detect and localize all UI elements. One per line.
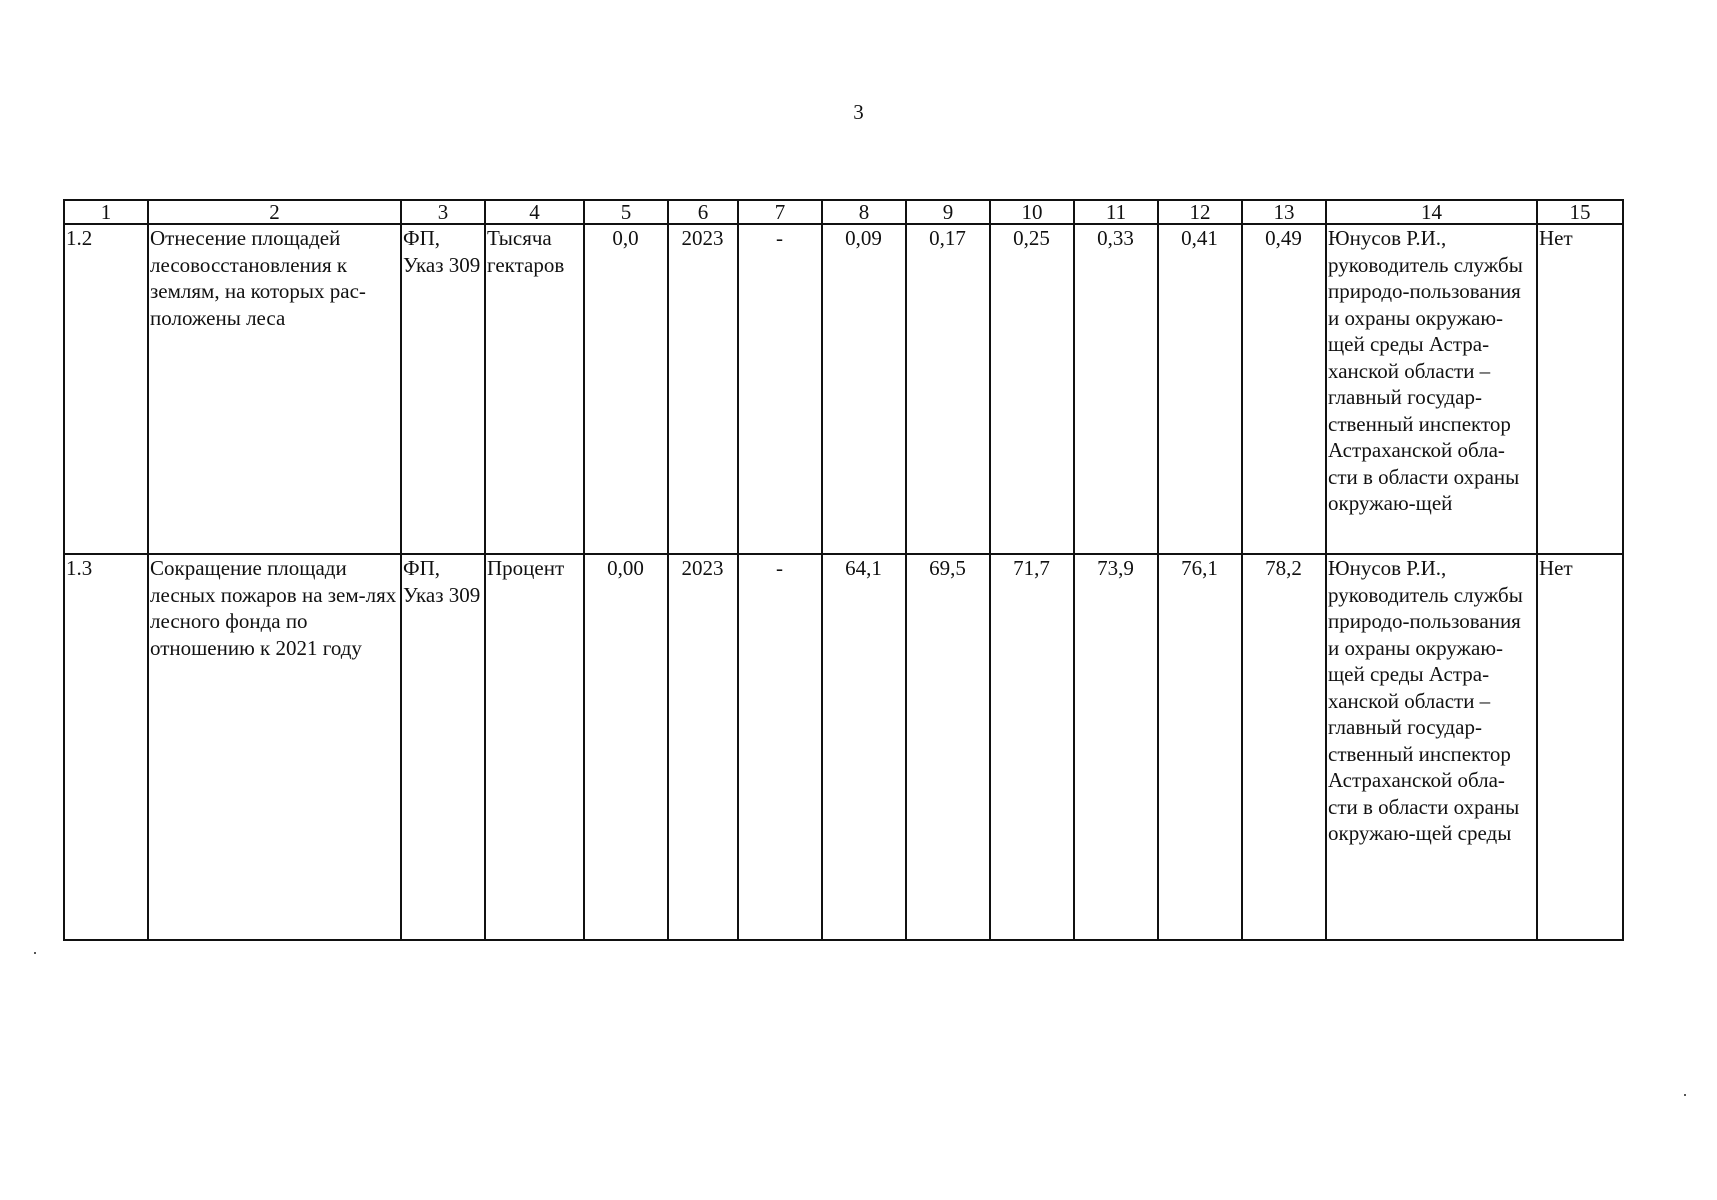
column-header: 2 bbox=[148, 200, 401, 224]
table-row bbox=[64, 554, 1623, 940]
responsible-person-cell bbox=[1326, 224, 1537, 554]
cell-col-9: 0,17 bbox=[906, 224, 990, 554]
cell-col-8: 64,1 bbox=[822, 554, 906, 940]
indicator-source: ФП, Указ 309 bbox=[401, 224, 485, 554]
column-header: 4 bbox=[485, 200, 584, 224]
column-header: 6 bbox=[668, 200, 738, 224]
column-header: 13 bbox=[1242, 200, 1326, 224]
responsible-person: Юнусов Р.И., руководитель службы природо-пользования и охраны окружаю-щей среды Астра-ханской области – главный государ-ственный инспектор Астраханской обла-сти в области охраны окружаю-щей bbox=[1328, 226, 1523, 515]
cell-col-7: - bbox=[738, 224, 822, 554]
base-value: 0,0 bbox=[584, 224, 668, 554]
column-header: 12 bbox=[1158, 200, 1242, 224]
responsible-person-cell bbox=[1326, 554, 1537, 940]
responsible-person: Юнусов Р.И., руководитель службы природо-пользования и охраны окружаю-щей среды Астра-ханской области – главный государ-ственный инспектор Астраханской обла-сти в области охраны окружаю-щей среды bbox=[1328, 556, 1523, 845]
page-number: 3 bbox=[853, 100, 864, 124]
cell-col-11: 0,33 bbox=[1074, 224, 1158, 554]
cell-col-12: 76,1 bbox=[1158, 554, 1242, 940]
column-header: 11 bbox=[1074, 200, 1158, 224]
row-number: 1.3 bbox=[64, 554, 148, 940]
row-number: 1.2 bbox=[64, 224, 148, 554]
indicator-source: ФП, Указ 309 bbox=[401, 554, 485, 940]
cell-col-10: 0,25 bbox=[990, 224, 1074, 554]
scan-speck bbox=[1684, 1094, 1686, 1096]
cell-col-7: - bbox=[738, 554, 822, 940]
cell-col-13: 78,2 bbox=[1242, 554, 1326, 940]
unit-of-measure: Тысяча гектаров bbox=[485, 224, 584, 554]
cell-col-10: 71,7 bbox=[990, 554, 1074, 940]
column-header: 1 bbox=[64, 200, 148, 224]
indicator-name: Отнесение площадей лесовосстановления к землям, на которых рас-положены леса bbox=[148, 224, 401, 554]
base-value: 0,00 bbox=[584, 554, 668, 940]
table-row bbox=[64, 224, 1623, 554]
cell-col-13: 0,49 bbox=[1242, 224, 1326, 554]
base-year: 2023 bbox=[668, 554, 738, 940]
column-header: 3 bbox=[401, 200, 485, 224]
indicator-name: Сокращение площади лесных пожаров на зем-лях лесного фонда по отношению к 2021 году bbox=[148, 554, 401, 940]
column-header: 8 bbox=[822, 200, 906, 224]
cell-col-11: 73,9 bbox=[1074, 554, 1158, 940]
column-header: 14 bbox=[1326, 200, 1537, 224]
column-header: 9 bbox=[906, 200, 990, 224]
scan-speck bbox=[34, 952, 36, 954]
base-year: 2023 bbox=[668, 224, 738, 554]
cell-col-15: Нет bbox=[1537, 554, 1623, 940]
column-header: 10 bbox=[990, 200, 1074, 224]
column-header: 7 bbox=[738, 200, 822, 224]
cell-col-15: Нет bbox=[1537, 224, 1623, 554]
column-header: 5 bbox=[584, 200, 668, 224]
table-header-row bbox=[64, 200, 1623, 224]
column-header: 15 bbox=[1537, 200, 1623, 224]
indicator-table bbox=[63, 199, 1624, 941]
cell-col-12: 0,41 bbox=[1158, 224, 1242, 554]
cell-col-8: 0,09 bbox=[822, 224, 906, 554]
cell-col-9: 69,5 bbox=[906, 554, 990, 940]
unit-of-measure: Процент bbox=[485, 554, 584, 940]
